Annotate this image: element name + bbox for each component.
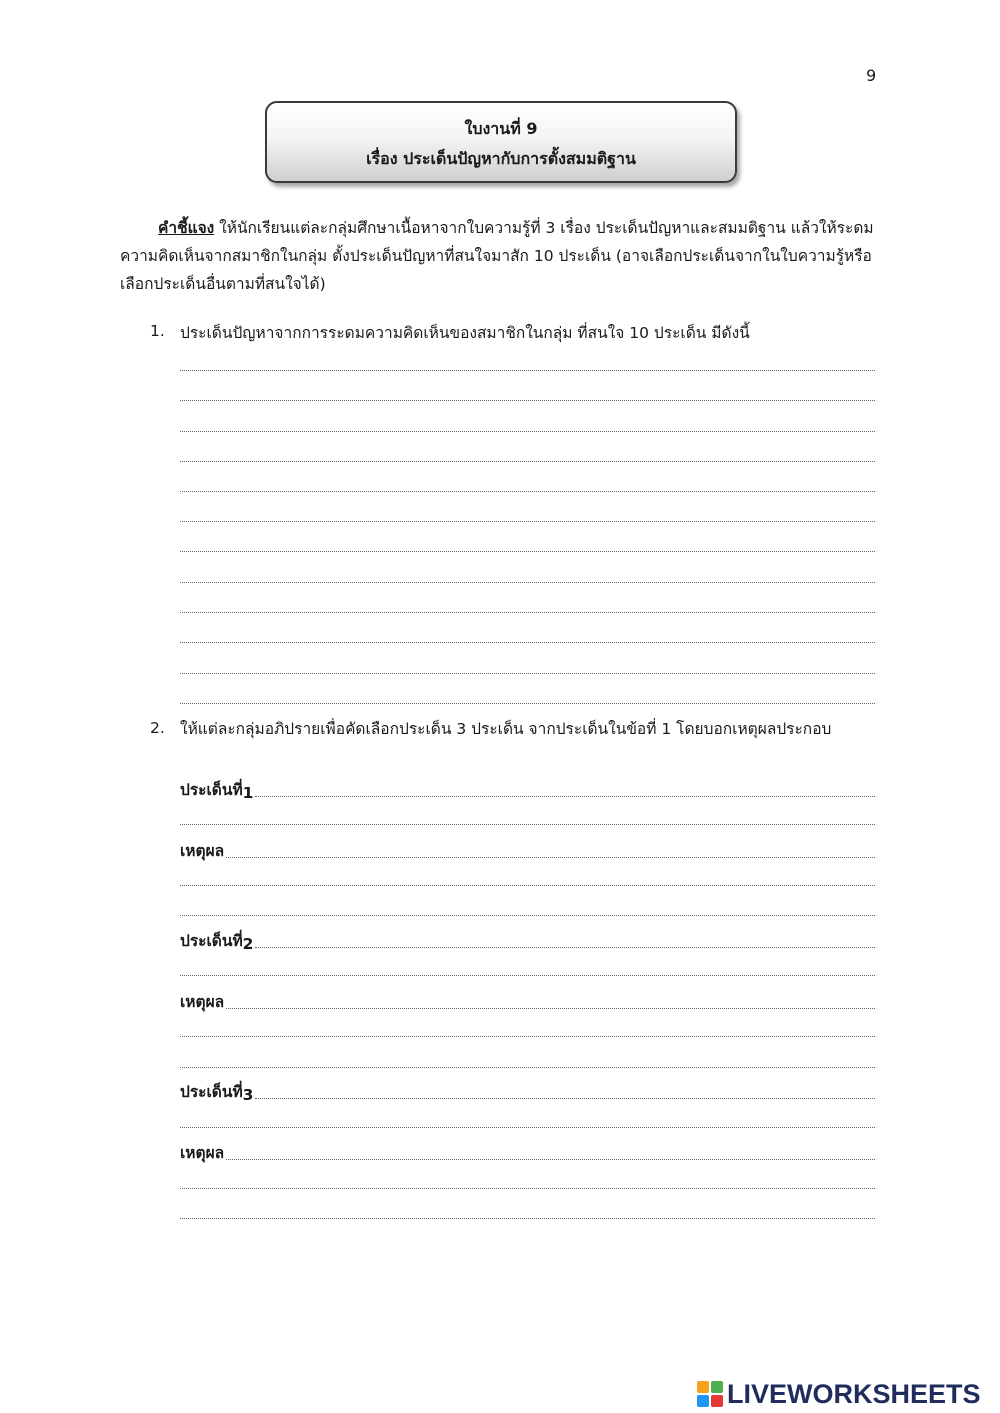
issue-3-label: ประเด็นที่ [180,1083,243,1101]
instructions-label: คำชี้แจง [158,219,215,237]
answer-line[interactable] [180,551,875,552]
issue-1-number: 1 [242,784,254,802]
worksheet-title-box [265,101,737,183]
issue-2-label: ประเด็นที่ [180,932,243,950]
answer-line[interactable] [180,1188,875,1189]
question-1-number: 1. [150,322,165,340]
answer-line[interactable] [180,400,875,401]
reason-1-label: เหตุผล [180,842,225,860]
answer-line[interactable] [180,1036,875,1037]
logo-square [711,1395,723,1407]
logo-square [711,1381,723,1393]
issue-3-line[interactable] [180,1080,875,1104]
liveworksheets-logo [697,1378,981,1410]
logo-squares-icon [697,1381,723,1407]
issue-2-number: 2 [242,935,254,953]
question-2-number: 2. [150,719,165,737]
answer-line[interactable] [180,824,875,825]
issue-1-line[interactable] [180,778,875,802]
reason-2-line[interactable] [180,990,875,1014]
answer-line[interactable] [180,1218,875,1219]
reason-2-label: เหตุผล [180,993,225,1011]
answer-line[interactable] [180,431,875,432]
answer-line[interactable] [180,703,875,704]
answer-line[interactable] [180,612,875,613]
logo-square [697,1381,709,1393]
answer-line[interactable] [180,582,875,583]
question-2-text: ให้แต่ละกลุ่มอภิปรายเพื่อคัดเลือกประเด็น 3 ประเด็น จากประเด็นในข้อที่ 1 โดยบอกเหตุผลประกอบ [180,720,832,738]
worksheet-number: ใบงานที่ 9 [464,119,538,138]
answer-line[interactable] [180,370,875,371]
answer-line[interactable] [180,975,875,976]
reason-1-line[interactable] [180,839,875,863]
answer-line[interactable] [180,885,875,886]
answer-line[interactable] [180,642,875,643]
instructions [120,214,880,298]
answer-line[interactable] [180,673,875,674]
page-number: 9 [866,66,877,85]
answer-line[interactable] [180,461,875,462]
instructions-text: ให้นักเรียนแต่ละกลุ่มศึกษาเนื้อหาจากใบความรู้ที่ 3 เรื่อง ประเด็นปัญหาและสมมติฐาน แล้วให้ระดมความคิดเห็นจากสมาชิกในกลุ่ม ตั้งประเด็นปัญหาที่สนใจมาสัก 10 ประเด็น (อาจเลือกประเด็นจากในใบความรู้หรือเลือกประเด็นอื่นตามที่สนใจได้) [120,219,874,293]
logo-text: LIVEWORKSHEETS [727,1378,981,1409]
question-1-text: ประเด็นปัญหาจากการระดมความคิดเห็นของสมาชิกในกลุ่ม ที่สนใจ 10 ประเด็น มีดังนี้ [180,324,750,342]
answer-line[interactable] [180,1127,875,1128]
reason-3-label: เหตุผล [180,1144,225,1162]
issue-2-line[interactable] [180,929,875,953]
issue-1-label: ประเด็นที่ [180,781,243,799]
answer-line[interactable] [180,491,875,492]
logo-square [697,1395,709,1407]
answer-line[interactable] [180,1067,875,1068]
issue-3-number: 3 [242,1086,254,1104]
reason-3-line[interactable] [180,1141,875,1165]
answer-line[interactable] [180,915,875,916]
answer-line[interactable] [180,521,875,522]
worksheet-topic: เรื่อง ประเด็นปัญหากับการตั้งสมมติฐาน [366,149,636,168]
